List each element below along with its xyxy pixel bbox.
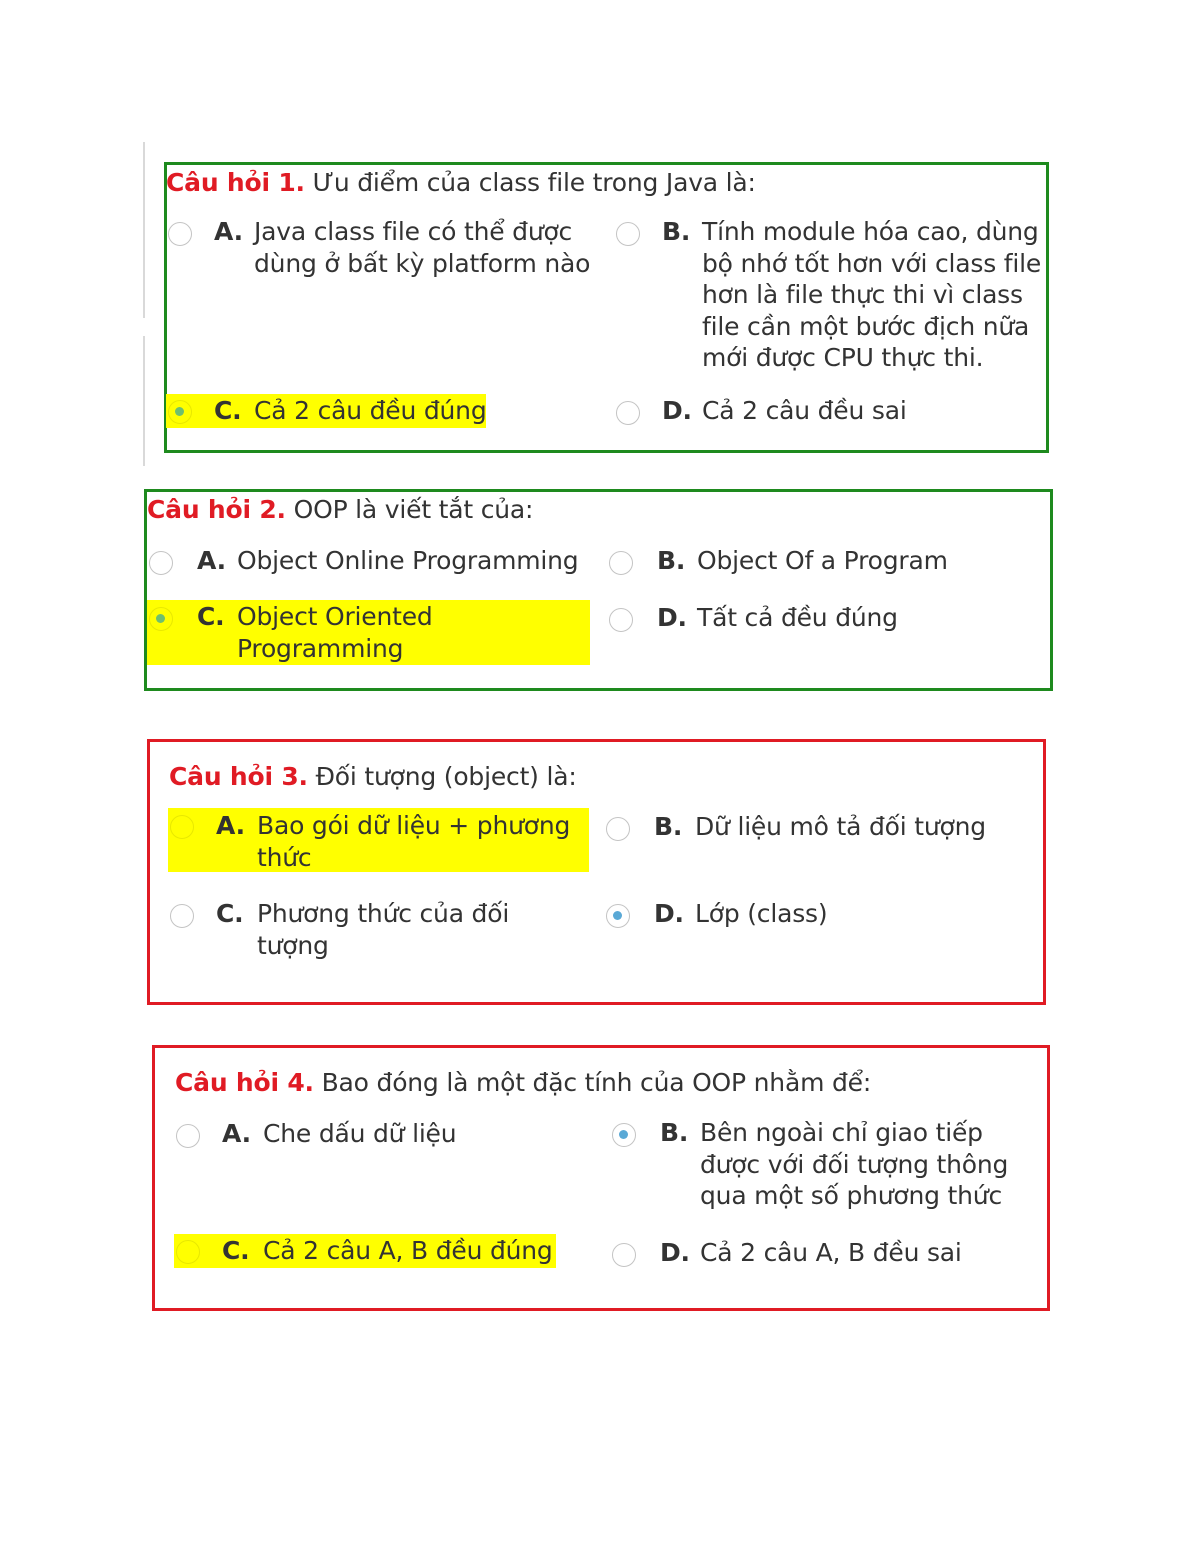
radio-button-icon[interactable] [149,551,173,575]
option-letter: C. [222,1236,250,1265]
option-letter: B. [662,217,691,246]
option-text: Cả 2 câu đều đúng [254,396,487,425]
question-4-option-a[interactable] [174,1118,594,1154]
question-label: Câu hỏi 1. [166,168,305,197]
question-text: Đối tượng (object) là: [315,762,577,791]
question-4-option-c[interactable] [174,1234,564,1270]
option-letter: A. [197,546,226,575]
radio-selected-icon[interactable] [606,904,630,928]
option-text: Bao gói dữ liệu + phương thức [257,811,571,872]
radio-button-icon[interactable] [170,904,194,928]
radio-button-icon[interactable] [176,1240,200,1264]
radio-button-icon[interactable] [609,608,633,632]
radio-selected-icon[interactable] [168,400,192,424]
option-letter: A. [216,811,245,840]
option-letter: C. [214,396,242,425]
option-text: Cả 2 câu A, B đều đúng [263,1236,553,1265]
option-text: Object Oriented Programming [237,602,433,663]
question-4-title [175,1068,871,1097]
question-1-option-c[interactable] [166,394,496,430]
option-letter: B. [654,812,683,841]
question-3-option-a[interactable] [168,808,589,874]
question-3-option-c[interactable] [168,898,588,964]
option-text: Object Of a Program [697,546,948,575]
question-3-title [169,762,577,791]
option-text: Java class file có thể được dùng ở bất kỳ platform nào [254,217,591,278]
question-4-option-d[interactable] [610,1237,1030,1273]
radio-button-icon[interactable] [612,1243,636,1267]
option-text: Cả 2 câu A, B đều sai [700,1238,962,1267]
radio-selected-icon[interactable] [149,607,173,631]
option-text: Phương thức của đối tượng [257,899,510,960]
question-2-option-b[interactable] [607,545,1027,581]
option-letter: C. [197,602,225,631]
option-letter: A. [214,217,243,246]
margin-line-top [143,142,145,318]
radio-button-icon[interactable] [176,1124,200,1148]
question-1-option-d[interactable] [614,395,1014,431]
option-text: Bên ngoài chỉ giao tiếp được với đối tượng thông qua một số phương thức [700,1118,1009,1210]
question-label: Câu hỏi 4. [175,1068,314,1097]
question-text: OOP là viết tắt của: [293,495,534,524]
option-text: Tất cả đều đúng [697,603,898,632]
option-letter: D. [657,603,687,632]
question-label: Câu hỏi 2. [147,495,286,524]
radio-button-icon[interactable] [616,401,640,425]
option-letter: B. [657,546,686,575]
radio-button-icon[interactable] [606,817,630,841]
radio-selected-icon[interactable] [612,1123,636,1147]
option-letter: D. [660,1238,690,1267]
option-text: Tính module hóa cao, dùng bộ nhớ tốt hơn với class file hơn là file thực thi vì class file cần một bước địch nữa mới được CPU thực thi. [702,217,1042,372]
question-2-option-c[interactable] [147,600,590,666]
margin-line-bottom [143,336,145,466]
question-2-title [147,495,533,524]
option-letter: A. [222,1119,251,1148]
question-2-option-d[interactable] [607,602,1027,638]
option-text: Che dấu dữ liệu [263,1119,457,1148]
radio-button-icon[interactable] [168,222,192,246]
question-1-option-b[interactable] [614,216,1046,376]
question-3-option-b[interactable] [604,811,1024,847]
option-text: Dữ liệu mô tả đối tượng [695,812,986,841]
question-1-option-a[interactable] [166,216,596,286]
option-letter: C. [216,899,244,928]
question-label: Câu hỏi 3. [169,762,308,791]
question-2-option-a[interactable] [147,545,597,581]
question-text: Bao đóng là một đặc tính của OOP nhằm để: [321,1068,872,1097]
question-3-option-d[interactable] [604,898,1024,934]
option-letter: B. [660,1118,689,1147]
radio-button-icon[interactable] [616,222,640,246]
question-4-option-b[interactable] [610,1117,1030,1217]
question-text: Ưu điểm của class file trong Java là: [312,168,756,197]
option-letter: D. [654,899,684,928]
option-text: Object Online Programming [237,546,579,575]
option-text: Lớp (class) [695,899,828,928]
question-1-title [166,168,756,197]
option-letter: D. [662,396,692,425]
radio-button-icon[interactable] [170,815,194,839]
radio-button-icon[interactable] [609,551,633,575]
option-text: Cả 2 câu đều sai [702,396,907,425]
